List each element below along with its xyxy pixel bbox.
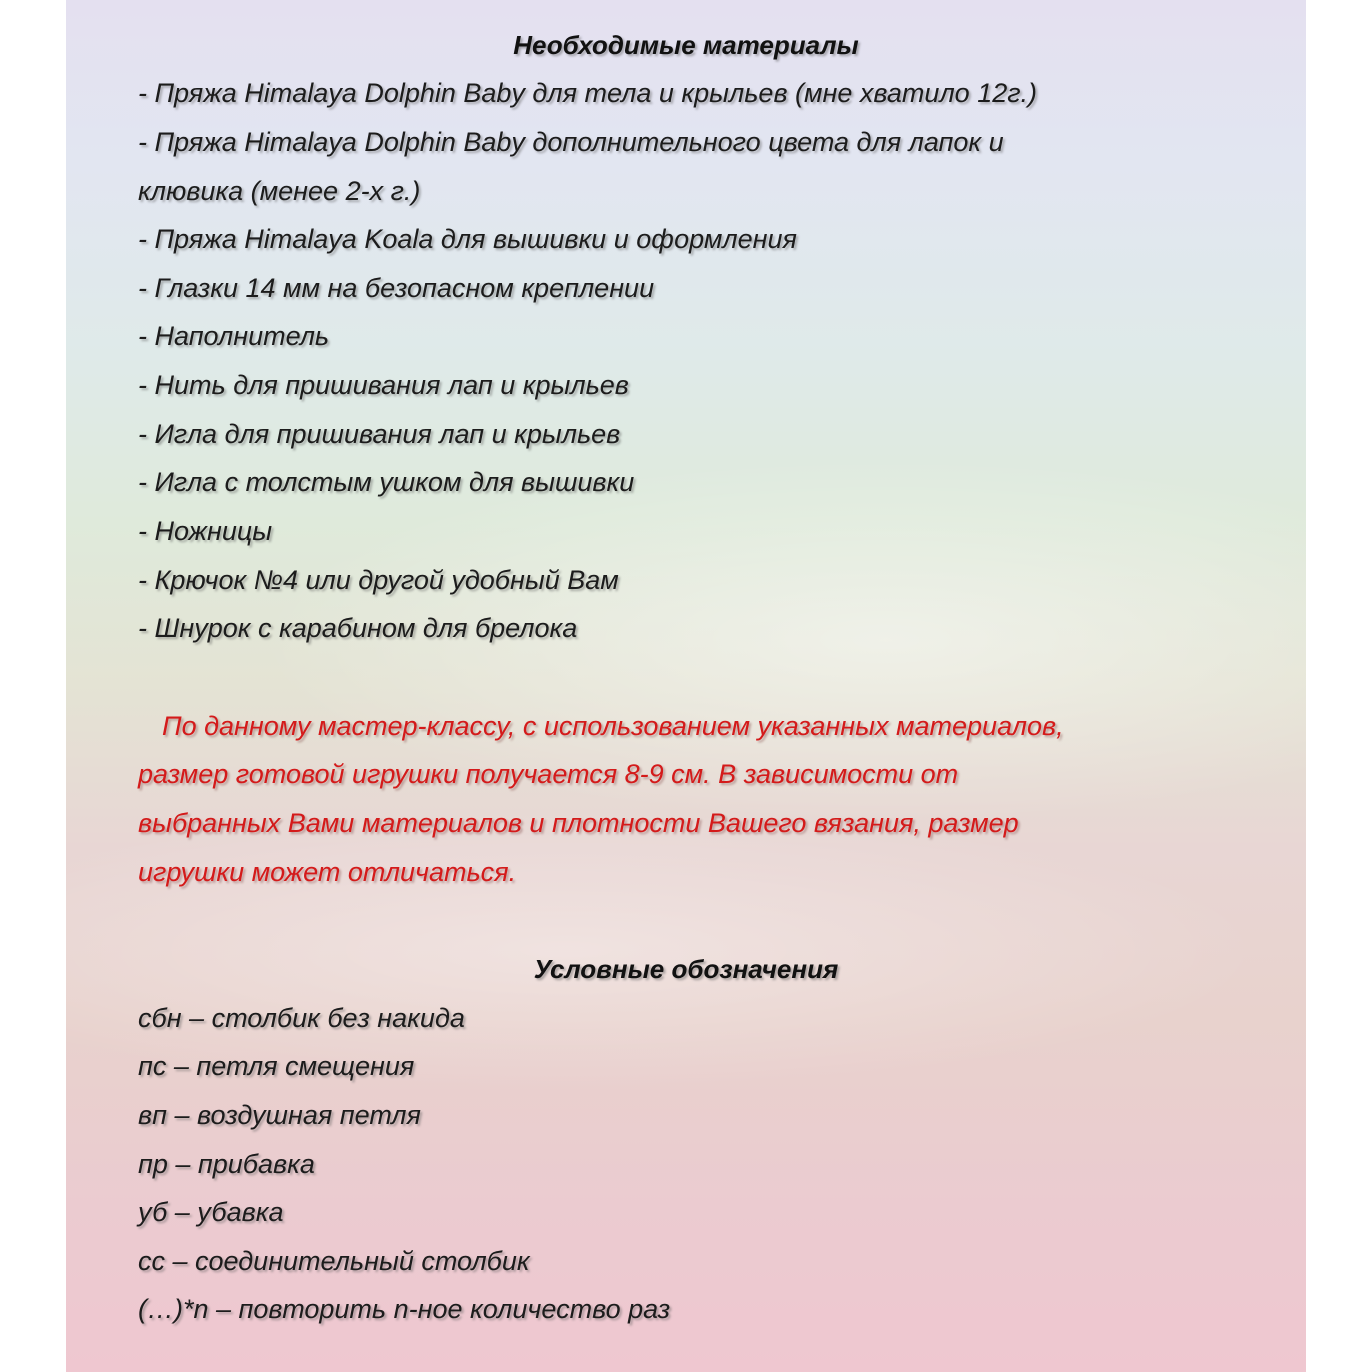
abbreviation-item: сс – соединительный столбик	[138, 1246, 530, 1276]
materials-item: - Ножницы	[138, 516, 273, 546]
size-note-line: выбранных Вами материалов и плотности Вашего вязания, размер	[138, 808, 1019, 838]
abbreviations-heading: Условные обозначения	[533, 954, 839, 984]
abbreviation-item: пр – прибавка	[138, 1149, 315, 1179]
materials-item: - Пряжа Himalaya Dolphin Baby для тела и крыльев (мне хватило 12г.)	[138, 78, 1038, 108]
materials-item: - Игла с толстым ушком для вышивки	[138, 467, 635, 497]
abbreviation-item: (…)*n – повторить n-ное количество раз	[138, 1294, 671, 1324]
materials-heading: Необходимые материалы	[513, 30, 859, 60]
materials-item: клювика (менее 2-х г.)	[138, 176, 421, 206]
materials-item: - Шнурок с карабином для брелока	[138, 613, 578, 643]
materials-item: - Нить для пришивания лап и крыльев	[138, 370, 629, 400]
materials-item: - Пряжа Himalaya Dolphin Baby дополнительного цвета для лапок и	[138, 127, 1004, 157]
document-page	[66, 0, 1306, 1372]
size-note-line: игрушки может отличаться.	[138, 857, 517, 887]
abbreviation-item: вп – воздушная петля	[138, 1100, 421, 1130]
size-note-line: По данному мастер-классу, с использованием указанных материалов,	[162, 711, 1064, 741]
materials-item: - Пряжа Himalaya Koala для вышивки и оформления	[138, 224, 797, 254]
materials-item: - Наполнитель	[138, 321, 330, 351]
materials-item: - Глазки 14 мм на безопасном креплении	[138, 273, 655, 303]
abbreviation-item: сбн – столбик без накида	[138, 1003, 465, 1033]
materials-item: - Крючок №4 или другой удобный Вам	[138, 565, 619, 595]
size-note-line: размер готовой игрушки получается 8-9 см. В зависимости от	[138, 759, 959, 789]
abbreviation-item: уб – убавка	[138, 1197, 284, 1227]
abbreviation-item: пс – петля смещения	[138, 1051, 415, 1081]
materials-item: - Игла для пришивания лап и крыльев	[138, 419, 621, 449]
